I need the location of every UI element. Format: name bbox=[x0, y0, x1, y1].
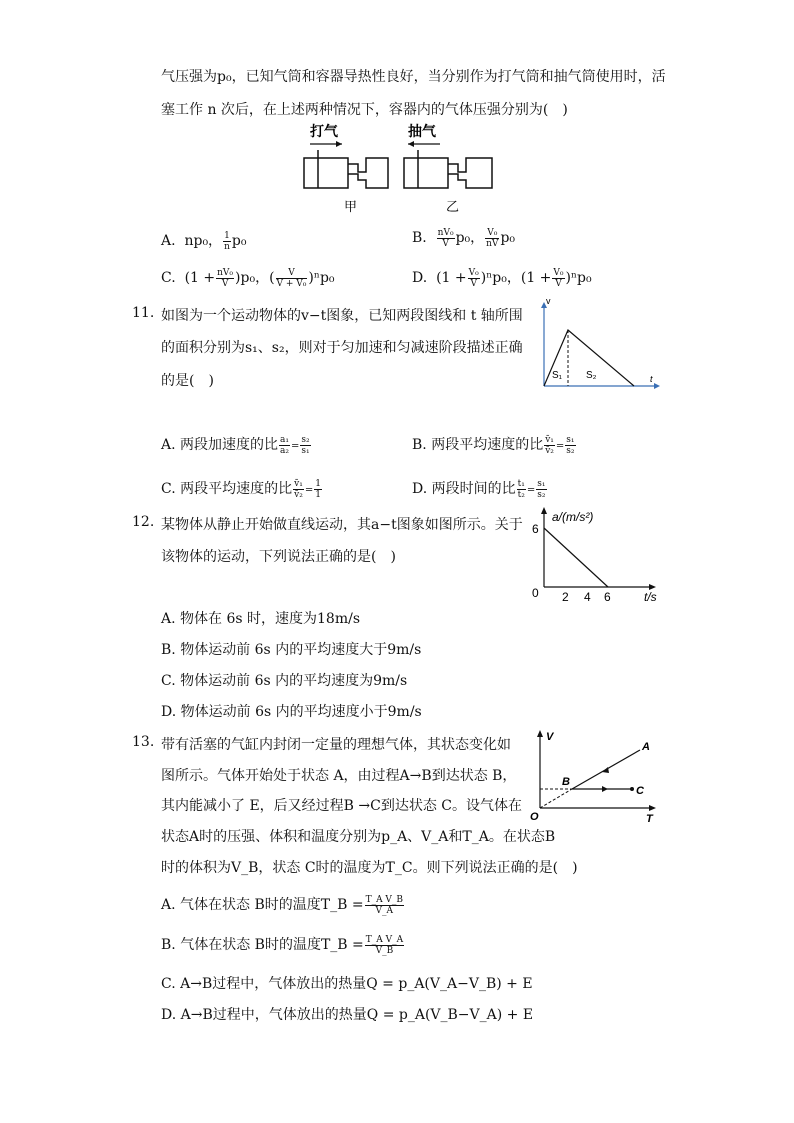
q10-line-1: 气压强为p₀，已知气筒和容器导热性良好，当分别作为打气筒和抽气筒使用时，活 bbox=[161, 69, 666, 85]
q11-option-d[interactable]: D. 两段时间的比 $\frac{\text{t₁}}{\text{t₂}}$ = $\frac{\text{s₁}}{\text{s₂}}$ bbox=[412, 478, 546, 500]
q11-option-b[interactable]: B. 两段平均速度的比 $\frac{\text{v̄₁}}{\text{v̄₂}}$ = $\frac{\text{s₁}}{\text{s₂}}$ bbox=[412, 434, 575, 456]
pvt-x-label: T bbox=[646, 813, 653, 824]
q11-line-1: 如图为一个运动物体的v−t图象，已知两段图线和 t 轴所围 bbox=[161, 308, 523, 324]
q11-number: 11. bbox=[132, 305, 155, 321]
q11-line-3: 的是( ) bbox=[161, 373, 214, 389]
q10-pump-figure bbox=[296, 122, 501, 217]
vt-y-label: v bbox=[546, 298, 551, 306]
q13-line-5: 时的体积为V_B，状态 C时的温度为T_C。则下列说法正确的是( ) bbox=[161, 860, 578, 876]
pvt-point-a: A bbox=[642, 741, 650, 753]
pump-label-right: 抽气 bbox=[408, 123, 436, 139]
q13-vt-graph bbox=[528, 728, 660, 824]
q13-line-1: 带有活塞的气缸内封闭一定量的理想气体，其状态变化如 bbox=[161, 737, 511, 753]
q12-line-1: 某物体从静止开始做直线运动，其a−t图象如图所示。关于 bbox=[161, 517, 523, 533]
q12-option-d[interactable]: D. 物体运动前 6s 内的平均速度小于9m/s bbox=[161, 704, 422, 720]
pump-label-left: 打气 bbox=[310, 123, 338, 139]
at-origin: 0 bbox=[532, 586, 539, 600]
q11-line-2: 的面积分别为s₁、s₂，则对于匀加速和匀减速阶段描述正确 bbox=[161, 340, 523, 356]
q10-option-c[interactable]: C. (1 + $\frac{\text{nV₀}}{V}$ )p₀，( $\frac{V}{\text{V + V₀}}$ )ⁿp₀ bbox=[161, 267, 335, 289]
q13-option-d[interactable]: D. A→B过程中，气体放出的热量Q = p_A(V_B−V_A) + E bbox=[161, 1007, 534, 1023]
at-x-tick: 6 bbox=[604, 590, 611, 604]
pvt-point-b: B bbox=[562, 776, 570, 788]
q13-line-3: 其内能减小了 E，后又经过程B →C到达状态 C。设气体在 bbox=[161, 798, 523, 814]
at-y-label: a/(m/s²) bbox=[552, 510, 594, 524]
q10-option-a[interactable]: A. np₀， $\frac{1}{n}$ p₀ bbox=[161, 230, 247, 252]
vt-area-s2: S₂ bbox=[586, 370, 597, 381]
pump-caption-right: 乙 bbox=[446, 199, 460, 214]
q11-option-a[interactable]: A. 两段加速度的比 $\frac{\text{a₁}}{\text{a₂}}$ = $\frac{\text{s₂}}{\text{s₁}}$ bbox=[161, 434, 310, 456]
q12-option-b[interactable]: B. 物体运动前 6s 内的平均速度大于9m/s bbox=[161, 642, 422, 658]
pvt-point-c: C bbox=[636, 785, 644, 797]
q11-vt-graph bbox=[536, 298, 664, 394]
q10-option-b[interactable]: B. $\frac{\text{nV₀}}{V}$ p₀， $\frac{\text{V₀}}{nV}$ p₀ bbox=[412, 227, 516, 249]
pvt-origin: O bbox=[530, 811, 539, 823]
q12-at-graph bbox=[530, 505, 660, 605]
vt-area-s1: S₁ bbox=[552, 370, 563, 381]
q10-option-d[interactable]: D. (1 + $\frac{\text{V₀}}{V}$ )ⁿp₀，(1 + $\frac{\text{V₀}}{V}$ )ⁿp₀ bbox=[412, 267, 592, 289]
q12-number: 12. bbox=[132, 514, 155, 530]
pvt-y-label: V bbox=[546, 731, 554, 743]
q13-number: 13. bbox=[132, 734, 155, 750]
at-x-label: t/s bbox=[644, 590, 657, 604]
at-x-tick: 2 bbox=[562, 590, 569, 604]
q10-line-2: 塞工作 n 次后，在上述两种情况下，容器内的气体压强分别为( ) bbox=[161, 102, 568, 118]
q13-line-4: 状态A时的压强、体积和温度分别为p_A、V_A和T_A。在状态B bbox=[161, 829, 556, 845]
q13-option-c[interactable]: C. A→B过程中，气体放出的热量Q = p_A(V_A−V_B) + E bbox=[161, 976, 533, 992]
q11-option-c[interactable]: C. 两段平均速度的比 $\frac{\text{v̄₁}}{\text{v̄₂}}$ = $\frac{1}{1}$ bbox=[161, 478, 321, 500]
pump-caption-left: 甲 bbox=[344, 199, 358, 214]
at-y-tick-6: 6 bbox=[532, 522, 539, 536]
at-x-tick: 4 bbox=[584, 590, 591, 604]
q13-option-b[interactable]: B. 气体在状态 B时的温度T_B = $\frac{\text{T\_A V\_A}}{V\_B}$ bbox=[161, 934, 404, 956]
q12-line-2: 该物体的运动，下列说法正确的是( ) bbox=[161, 549, 396, 565]
q13-line-2: 图所示。气体开始处于状态 A，由过程A→B到达状态 B， bbox=[161, 768, 517, 784]
q12-option-c[interactable]: C. 物体运动前 6s 内的平均速度为9m/s bbox=[161, 673, 408, 689]
q12-option-a[interactable]: A. 物体在 6s 时，速度为18m/s bbox=[161, 611, 360, 627]
vt-x-label: t bbox=[650, 374, 653, 384]
q13-option-a[interactable]: A. 气体在状态 B时的温度T_B = $\frac{\text{T\_A V\_B}}{V\_A}$ bbox=[161, 894, 404, 916]
